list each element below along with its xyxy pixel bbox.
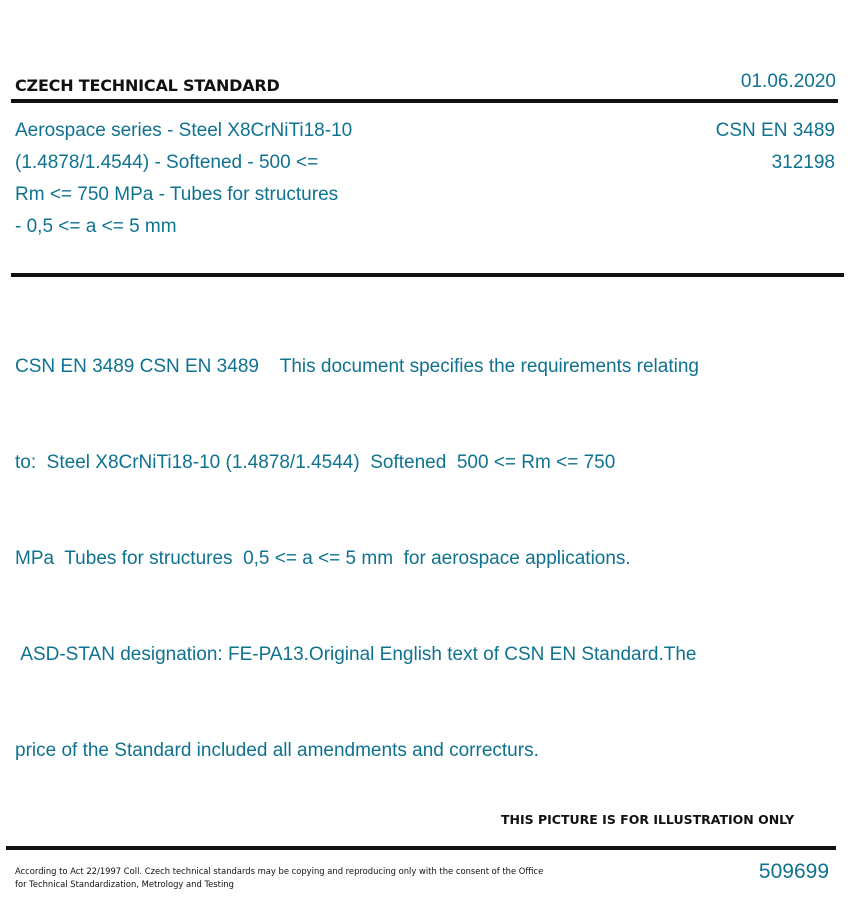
description-line: ASD-STAN designation: FE-PA13.Original English text of CSN EN Standard.The [15, 644, 697, 665]
footer-divider [6, 846, 836, 850]
illustration-notice: THIS PICTURE IS FOR ILLUSTRATION ONLY [501, 812, 795, 827]
description-line: to: Steel X8CrNiTi18-10 (1.4878/1.4544) Softened 500 <= Rm <= 750 [15, 452, 616, 473]
title-line: Aerospace series - Steel X8CrNiTi18-10 [15, 120, 353, 141]
header-title: CZECH TECHNICAL STANDARD [15, 76, 280, 95]
header-divider [11, 99, 838, 103]
legal-notice [15, 865, 585, 891]
standard-code: CSN EN 3489 [715, 120, 835, 141]
description-line: MPa Tubes for structures 0,5 <= a <= 5 mm for aerospace applications. [15, 548, 631, 569]
catalog-number: 312198 [771, 152, 835, 173]
title-line: Rm <= 750 MPa - Tubes for structures [15, 184, 339, 205]
section-divider [11, 273, 844, 277]
description-line: CSN EN 3489 CSN EN 3489 This document specifies the requirements relating [15, 356, 699, 377]
footer-number: 509699 [758, 860, 829, 883]
title-line: - 0,5 <= a <= 5 mm [15, 216, 177, 237]
document-title [15, 115, 415, 243]
document-description [15, 287, 815, 799]
legal-line: for Technical Standardization, Metrology and Testing [15, 879, 234, 889]
title-line: (1.4878/1.4544) - Softened - 500 <= [15, 152, 319, 173]
legal-line: According to Act 22/1997 Coll. Czech technical standards may be copying and reproducing only with the consent of the Office [15, 866, 544, 876]
standard-info [716, 115, 835, 179]
publication-date: 01.06.2020 [740, 71, 836, 92]
description-line: price of the Standard included all amendments and correcturs. [15, 740, 539, 761]
